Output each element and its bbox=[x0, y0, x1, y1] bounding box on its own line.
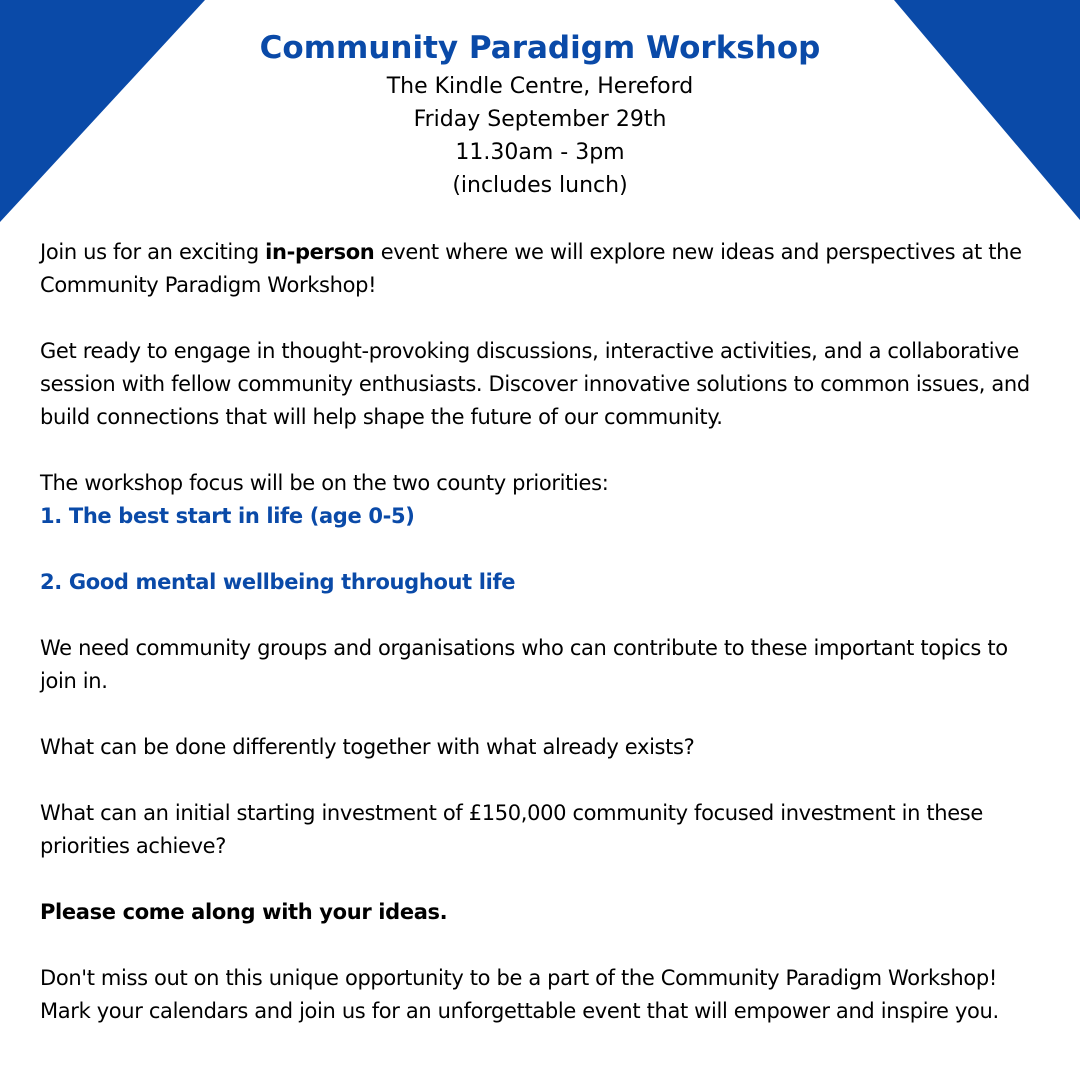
call-to-action: Please come along with your ideas. bbox=[40, 900, 448, 924]
event-title: Community Paradigm Workshop bbox=[259, 30, 821, 66]
in-person-emphasis: in-person bbox=[265, 240, 375, 264]
intro-paragraph bbox=[40, 236, 1050, 302]
intro-text-end: event where we will explore new ideas and perspectives at the Community Paradigm Workshop! bbox=[40, 240, 1022, 297]
investment-question-paragraph: What can an initial starting investment of £150,000 community focused investment in these priorities achieve? bbox=[40, 801, 983, 858]
engage-paragraph: Get ready to engage in thought-provoking discussions, interactive activities, and a collaborative session with fellow community enthusiasts. Discover innovative solutions to common issues, and build connections that will help shape the future of our community. bbox=[40, 339, 1030, 429]
priority-item: 1. The best start in life (age 0-5) bbox=[40, 504, 415, 528]
closing-paragraph: Don't miss out on this unique opportunity to be a part of the Community Paradigm Workshop! Mark your calendars and join us for an unforgettable event that will empower and inspire you. bbox=[40, 966, 999, 1023]
event-venue: The Kindle Centre, Hereford bbox=[386, 74, 694, 99]
need-paragraph: We need community groups and organisations who can contribute to these important topics to join in. bbox=[40, 636, 1008, 693]
intro-text-start: Join us for an exciting bbox=[40, 240, 266, 264]
event-description bbox=[40, 236, 1050, 1061]
event-time: 11.30am - 3pm bbox=[455, 140, 625, 165]
priority-item: 2. Good mental wellbeing throughout life bbox=[40, 570, 516, 594]
event-date: Friday September 29th bbox=[413, 107, 667, 132]
focus-lead: The workshop focus will be on the two county priorities: bbox=[40, 471, 609, 495]
event-header bbox=[0, 26, 1080, 202]
event-lunch-note: (includes lunch) bbox=[452, 173, 628, 198]
question-paragraph: What can be done differently together with what already exists? bbox=[40, 735, 695, 759]
